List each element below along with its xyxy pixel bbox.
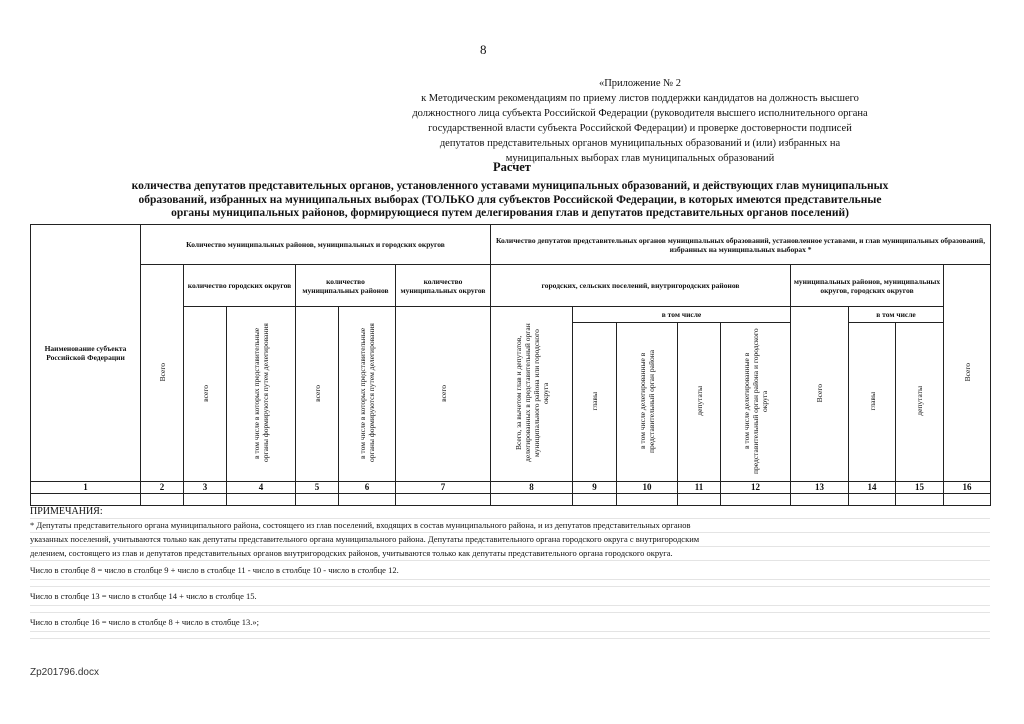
- header-col15-text: депутаты: [915, 386, 924, 416]
- table-cell[interactable]: [896, 494, 944, 506]
- appendix-line: муниципальных выборах глав муниципальных образований: [505, 153, 775, 164]
- footnote-line: указанных поселений, учитываются только как депутаты представительного органа муниципального района. Депутаты представительного органа городского округа с внутригородским: [30, 533, 990, 547]
- appendix-line: «Приложение № 2: [598, 78, 682, 89]
- file-name: Zp201796.docx: [30, 667, 99, 678]
- header-mun-okrugs: количество муниципальных округов: [396, 265, 491, 307]
- page-number: 8: [480, 42, 487, 57]
- header-col10: [617, 323, 678, 482]
- header-col6: [339, 307, 396, 482]
- header-incl-mun: в том числе: [849, 307, 944, 323]
- table-cell[interactable]: [296, 494, 339, 506]
- appendix-line: государственной власти субъекта Российской Федерации) и проверке достоверности подписей: [428, 123, 852, 134]
- col-number: 16: [944, 482, 991, 494]
- col-number: 14: [849, 482, 896, 494]
- header-mun-all: муниципальных районов, муниципальных округов, городских округов: [791, 265, 944, 307]
- col-number: 7: [396, 482, 491, 494]
- header-col9: [573, 323, 617, 482]
- header-col8: [491, 307, 573, 482]
- header-city-districts: количество городских округов: [184, 265, 296, 307]
- header-col14-text: главы: [867, 391, 877, 411]
- table-cell[interactable]: [721, 494, 791, 506]
- footnote-line: делением, состоящего из глав и депутатов представительных органов внутригородских районов, учитываются только как депутаты представительного органа городского округа.: [30, 547, 990, 561]
- col-number: 3: [184, 482, 227, 494]
- appendix-line: депутатов представительных органов муниципальных образований и (или) избранных на: [439, 138, 841, 149]
- table-cell[interactable]: [491, 494, 573, 506]
- header-col9-text: главы: [590, 391, 599, 411]
- appendix-line: должностного лица субъекта Российской Федерации (руководителя высшего исполнительного органа: [412, 108, 868, 119]
- rule-col13: Число в столбце 13 = число в столбце 14 + число в столбце 15.: [30, 587, 990, 606]
- header-col13: [791, 307, 849, 482]
- col-number: 2: [141, 482, 184, 494]
- empty-data-row: [31, 494, 991, 506]
- col-number: 13: [791, 482, 849, 494]
- col-number: 1: [31, 482, 141, 494]
- header-subject: Наименование субъекта Российской Федерации: [31, 225, 141, 482]
- table-cell[interactable]: [184, 494, 227, 506]
- header-col12: [721, 323, 791, 482]
- title-line: количества депутатов представительных органов, установленного уставами муниципальных образований, и действующих глав муниципальных: [131, 180, 889, 192]
- table-cell[interactable]: [678, 494, 721, 506]
- table-cell[interactable]: [617, 494, 678, 506]
- col-number: 6: [339, 482, 396, 494]
- notes-title: ПРИМЕЧАНИЯ:: [30, 505, 990, 519]
- heading: Расчет: [493, 160, 531, 174]
- col-number: 5: [296, 482, 339, 494]
- header-incl-settlements: в том числе: [573, 307, 791, 323]
- title-line: образований, избранных на муниципальных выборах (ТОЛЬКО для субъектов Российской Федерации, в которых имеются представительные: [138, 193, 882, 206]
- header-col16: [944, 265, 991, 482]
- spacer: [30, 606, 990, 613]
- header-group-municipalities: Количество муниципальных районов, муниципальных и городских округов: [141, 225, 491, 265]
- header-col5: [296, 307, 339, 482]
- calculation-table: [30, 224, 991, 506]
- header-col4-text: в том числе в которых представительные органы формируются путем делегирования: [252, 323, 270, 463]
- header-col15: [896, 323, 944, 482]
- header-settlements: городских, сельских поселений, внутригородских районов: [491, 265, 791, 307]
- col-number: 9: [573, 482, 617, 494]
- col-number: 15: [896, 482, 944, 494]
- rule-col8: Число в столбце 8 = число в столбце 9 + число в столбце 11 - число в столбце 10 - число в столбце 12.: [30, 561, 990, 580]
- col-number: 11: [678, 482, 721, 494]
- header-col10-text: в том числе делегированные в представительный орган района: [638, 349, 656, 453]
- table-cell[interactable]: [31, 494, 141, 506]
- header-col5-text: всего: [312, 384, 322, 402]
- header-col11: [678, 323, 721, 482]
- header-col3-text: всего: [200, 384, 210, 402]
- table-cell[interactable]: [573, 494, 617, 506]
- header-col7-text: всего: [438, 384, 448, 402]
- footnote-line: * Депутаты представительного органа муниципального района, состоящего из глав поселений, входящих в состав муниципального района, и из депутатов представительных органов: [30, 519, 990, 533]
- header-col7: [396, 307, 491, 482]
- header-col11-text: депутаты: [694, 386, 704, 416]
- table-cell[interactable]: [141, 494, 184, 506]
- table-cell[interactable]: [227, 494, 296, 506]
- col-number: 12: [721, 482, 791, 494]
- appendix-line: к Методическим рекомендациям по приему листов поддержки кандидатов на должность высшего: [421, 93, 859, 104]
- table-cell[interactable]: [339, 494, 396, 506]
- header-col6-text: в том числе в которых представительные органы формируются путем делегирования: [358, 323, 376, 463]
- table-cell[interactable]: [791, 494, 849, 506]
- header-col8-text: Всего, за вычетом глав и депутатов, делегированных в представительный орган муниципального района или городского округа: [513, 323, 550, 463]
- table-cell[interactable]: [849, 494, 896, 506]
- header-col2: [141, 265, 184, 482]
- header-group-deputies: Количество депутатов представительных органов муниципальных образований, установленное уставами, и глав муниципальных образований, избранных на муниципальных выборах *: [491, 225, 991, 265]
- header-col4: [227, 307, 296, 482]
- rule-col16: Число в столбце 16 = число в столбце 8 + число в столбце 13.»;: [30, 613, 990, 632]
- header-col2-text: Всего: [157, 362, 167, 382]
- spacer: [30, 632, 990, 639]
- header-col14: [849, 323, 896, 482]
- table-cell[interactable]: [396, 494, 491, 506]
- header-col12-text: в том числе делегированные в представительный орган района и городского округа: [742, 328, 769, 474]
- table-cell[interactable]: [944, 494, 991, 506]
- appendix-header: [390, 76, 890, 166]
- notes-section: [30, 505, 990, 639]
- col-number: 4: [227, 482, 296, 494]
- header-mun-districts: количество муниципальных районов: [296, 265, 396, 307]
- col-number: 10: [617, 482, 678, 494]
- spacer: [30, 580, 990, 587]
- title-line: органы муниципальных районов, формирующиеся путем делегирования глав и депутатов представительных органов поселений): [171, 207, 849, 219]
- column-number-row: [31, 482, 991, 494]
- header-col13-text: Всего: [815, 383, 824, 403]
- col-number: 8: [491, 482, 573, 494]
- header-col16-text: Всего: [962, 362, 972, 382]
- document-title: [30, 180, 990, 221]
- header-col3: [184, 307, 227, 482]
